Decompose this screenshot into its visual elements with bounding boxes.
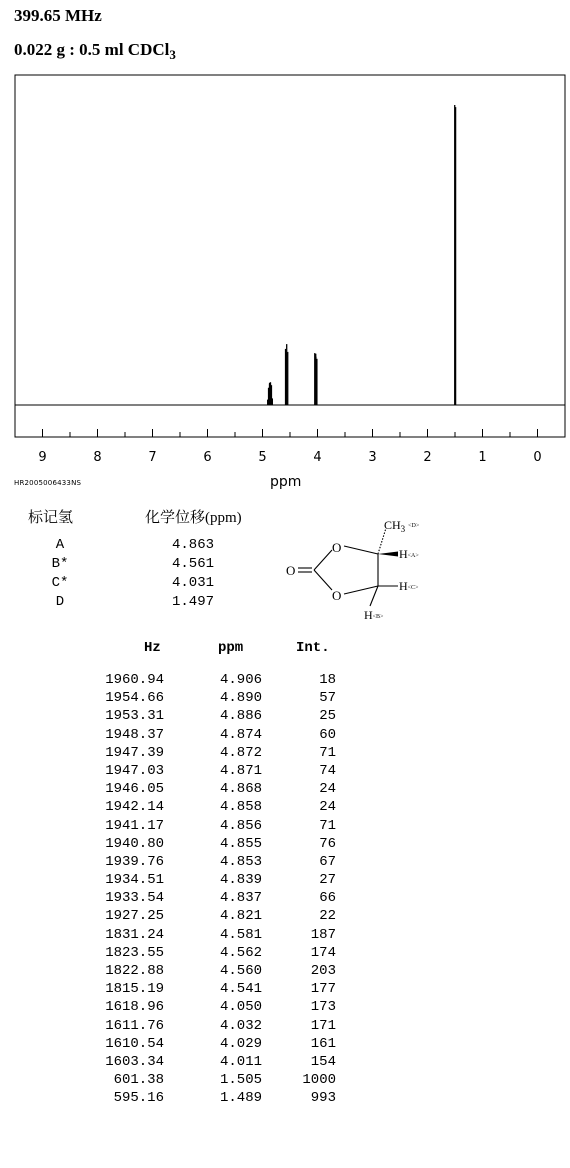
cell-hz: 1618.96 [105,999,164,1016]
cell-ppm: 4.856 [219,817,262,834]
cell-ppm: 4.855 [219,835,262,852]
cell-int: 24 [319,799,336,816]
x-tick-label: 3 [368,450,377,465]
spectrum-id: HR2005006433NS [14,479,82,487]
wedge-bond [378,552,398,557]
cell-ppm: 4.853 [219,853,262,870]
cell-int: 24 [319,781,336,798]
cell-hz: 1942.14 [105,799,164,816]
methyl-label: $CH_3$ $^{<D>}$ [384,518,420,534]
cell-int: 27 [319,872,336,889]
table-row [0,763,570,781]
table-row [0,781,570,799]
cell-ppm: 4.872 [219,744,262,761]
cell-ppm: 4.837 [219,890,262,907]
header-int: Int. [296,640,330,656]
molecule-structure [278,516,448,628]
cell-ppm: 4.886 [219,708,262,725]
cell-ppm: 4.050 [219,999,262,1016]
cell-ppm: 4.541 [219,981,262,998]
cell-ppm: 4.890 [219,690,262,707]
cell-ppm: 4.029 [219,1035,262,1052]
cell-hz: 1940.80 [105,835,164,852]
cell-hz: 1960.94 [105,672,164,688]
cell-int: 18 [319,672,336,688]
cell-hz: 1954.66 [105,690,164,707]
x-tick-label: 7 [148,450,157,465]
cell-hz: 1611.76 [105,1017,164,1034]
cell-int: 71 [319,744,336,761]
table-row [0,981,570,999]
peak-table [0,672,570,1109]
cell-ppm: 4.032 [219,1017,262,1034]
cell-ppm: 4.858 [219,799,262,816]
table-row [0,927,570,945]
cell-int: 177 [310,981,336,998]
x-tick-label: 4 [313,450,322,465]
cell-hz: 1948.37 [105,726,164,743]
cell-int: 25 [319,708,336,725]
cell-int: 161 [310,1035,336,1052]
table-row [0,727,570,745]
table-row [0,1072,570,1090]
cell-hz: 1953.31 [105,708,164,725]
table-row [0,908,570,926]
table-row [0,745,570,763]
assignment-header-shift: 化学位移(ppm) [145,510,242,526]
cell-ppm: 4.560 [219,963,262,979]
cell-hz: 595.16 [113,1090,164,1107]
cell-int: 187 [310,926,336,943]
cell-hz: 1822.88 [105,963,164,979]
cell-hz: 1815.19 [105,981,164,998]
table-row [0,672,570,690]
x-tick-label: 6 [203,450,212,465]
cell-hz: 601.38 [113,1072,164,1089]
assignment-label: D [55,594,65,610]
cell-int: 154 [310,1053,336,1070]
assignment-shift: 1.497 [172,594,215,610]
x-tick-label: 2 [423,450,432,465]
table-row [0,1054,570,1072]
assignment-shift: 4.561 [172,556,215,572]
cell-ppm: 4.821 [219,908,262,925]
cell-ppm: 4.839 [219,872,262,889]
x-tick-label: 8 [93,450,102,465]
cell-hz: 1947.39 [105,744,164,761]
x-tick-label: 0 [533,450,542,465]
assignment-label: C* [51,575,69,591]
table-row [0,690,570,708]
table-row [0,963,570,981]
cell-int: 174 [310,944,336,961]
cell-int: 22 [319,908,336,925]
spectrometer-frequency: 399.65 MHz [14,6,102,25]
cell-ppm: 4.581 [219,926,262,943]
table-row [0,818,570,836]
carbonyl-oxygen: O [286,563,296,578]
cell-ppm: 4.906 [219,672,262,688]
table-row [0,1036,570,1054]
ring-oxygen-top: O [332,540,342,555]
cell-ppm: 1.489 [219,1090,262,1107]
table-row [0,890,570,908]
cell-ppm: 1.505 [219,1072,262,1089]
cell-int: 76 [319,835,336,852]
cell-int: 1000 [302,1072,336,1089]
h-b-label: H<B> [364,608,384,622]
cell-int: 71 [319,817,336,834]
x-tick-label: 1 [478,450,487,465]
cell-int: 74 [319,762,336,779]
cell-hz: 1946.05 [105,781,164,798]
table-row [0,872,570,890]
cell-int: 993 [310,1090,336,1107]
cell-int: 67 [319,853,336,870]
table-row [0,999,570,1017]
assignment-shift: 4.031 [172,575,215,591]
cell-hz: 1941.17 [105,817,164,834]
assignment-header-label: 标记氢 [28,510,74,526]
cell-ppm: 4.871 [219,762,262,779]
plot-frame [15,75,565,437]
table-row [0,836,570,854]
header-ppm: ppm [218,640,244,656]
cell-int: 173 [310,999,336,1016]
nmr-spectrum-chart [0,0,570,470]
cell-hz: 1831.24 [105,926,164,943]
cell-hz: 1947.03 [105,762,164,779]
h-c-label: H<C> [399,579,419,593]
x-tick-label: 9 [38,450,47,465]
cell-int: 171 [310,1017,336,1034]
peak-table-header [0,640,570,660]
cell-hz: 1610.54 [105,1035,164,1052]
cell-ppm: 4.011 [219,1053,262,1070]
cell-int: 57 [319,690,336,707]
cell-ppm: 4.868 [219,781,262,798]
x-tick-label: 5 [258,450,267,465]
cell-hz: 1603.34 [105,1053,164,1070]
assignment-shift: 4.863 [172,537,215,553]
table-row [0,1090,570,1108]
sample-subscript: 3 [169,47,176,62]
cell-int: 66 [319,890,336,907]
table-row [0,708,570,726]
assignment-label: B* [51,556,69,572]
table-row [0,1018,570,1036]
header-hz: Hz [144,640,161,656]
x-axis-label: ppm [270,474,302,490]
cell-hz: 1934.51 [105,872,164,889]
h-a-label: H<A> [399,547,419,561]
cell-ppm: 4.874 [219,726,262,743]
cell-hz: 1933.54 [105,890,164,907]
cell-hz: 1927.25 [105,908,164,925]
assignment-label: A [55,537,65,553]
table-row [0,854,570,872]
cell-ppm: 4.562 [219,944,262,961]
cell-hz: 1823.55 [105,944,164,961]
cell-int: 60 [319,726,336,743]
cell-hz: 1939.76 [105,853,164,870]
sample-text: 0.022 g : 0.5 ml CDCl [14,40,170,59]
cell-int: 203 [310,963,336,979]
table-row [0,799,570,817]
table-row [0,945,570,963]
ring-oxygen-bottom: O [332,588,342,603]
